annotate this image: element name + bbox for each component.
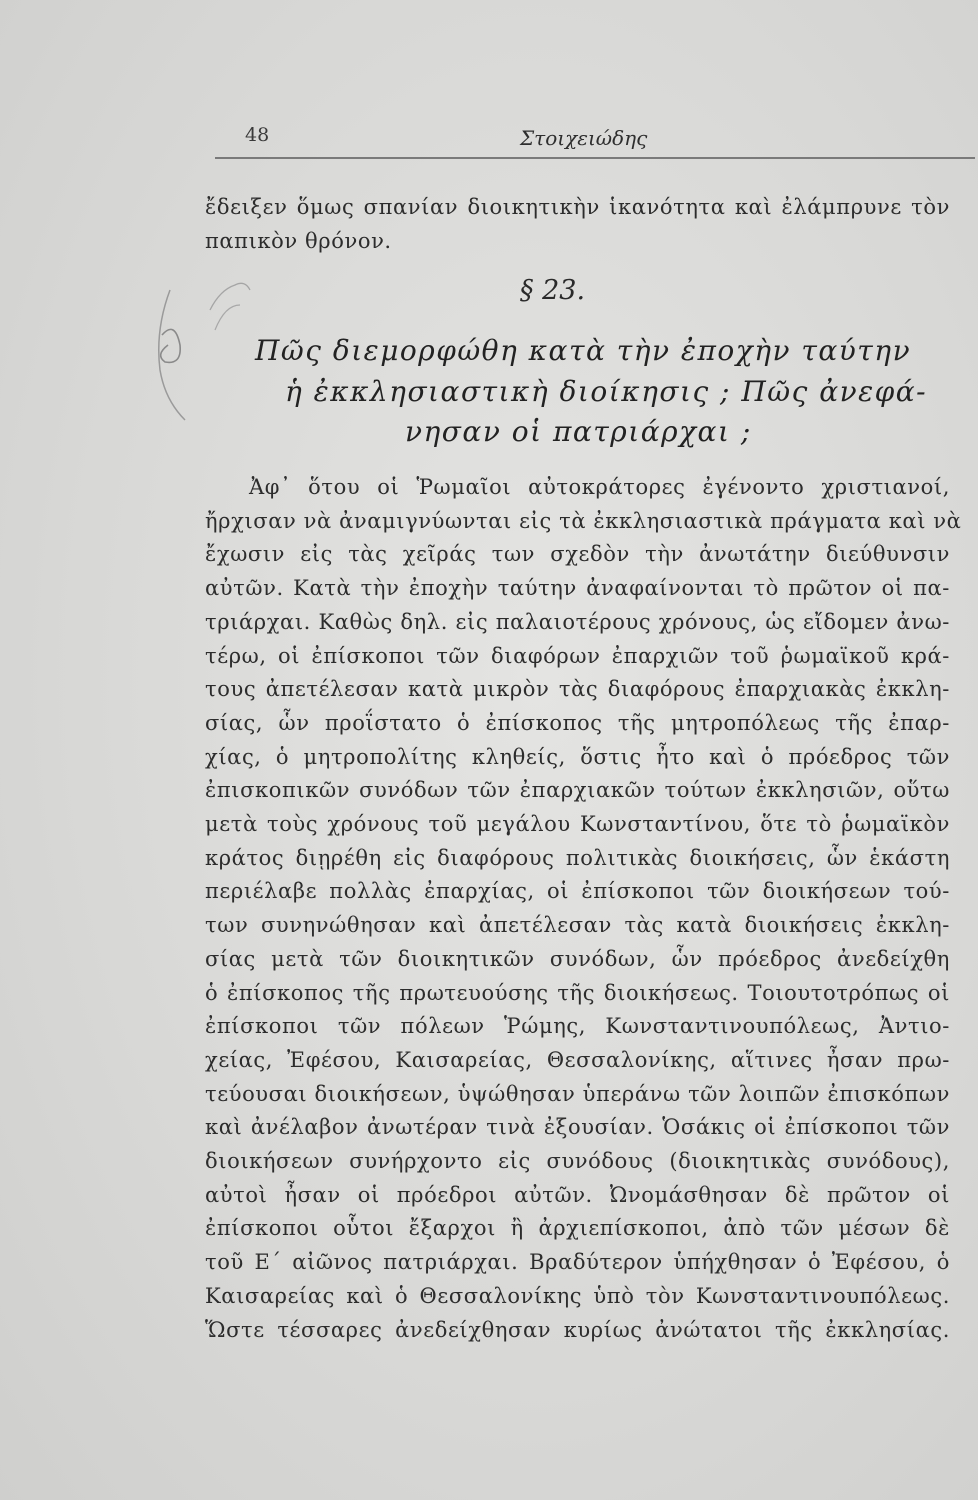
text-line: τέρω, οἱ ἐπίσκοποι τῶν διαφόρων ἐπαρχιῶν τοῦ ῥωμαϊκοῦ κρά- bbox=[205, 643, 950, 668]
text-line: αὐτοὶ ἦσαν οἱ πρόεδροι αὐτῶν. Ὠνομάσθησαν δὲ πρῶτον οἱ bbox=[205, 1182, 950, 1207]
page-number: 48 bbox=[245, 124, 270, 146]
margin-pencil-mark bbox=[140, 250, 260, 460]
text-line: τεύουσαι διοικήσεων, ὑψώθησαν ὑπεράνω τῶν λοιπῶν ἐπισκόπων bbox=[205, 1081, 950, 1106]
text-line: σίας μετὰ τῶν διοικητικῶν συνόδων, ὧν πρόεδρος ἀνεδείχθη bbox=[205, 946, 950, 971]
text-line: χείας, Ἐφέσου, Καισαρείας, Θεσσαλονίκης, αἵτινες ἦσαν πρω- bbox=[205, 1047, 950, 1072]
text-line: ἤρχισαν νὰ ἀναμιγνύωνται εἰς τὰ ἐκκλησιαστικὰ πράγματα καὶ νὰ bbox=[205, 508, 962, 533]
text-line: Ἀφ᾽ ὅτου οἱ Ῥωμαῖοι αὐτοκράτορες ἐγένοντο χριστιανοί, bbox=[249, 475, 950, 499]
text-line: παπικὸν θρόνον. bbox=[205, 229, 392, 253]
section-title-line: Πῶς διεμορφώθη κατὰ τὴν ἐποχὴν ταύτην bbox=[255, 334, 912, 367]
text-line: των συνηνώθησαν καὶ ἀπετέλεσαν τὰς κατὰ διοικήσεις ἐκκλη- bbox=[205, 913, 950, 938]
text-line: χίας, ὁ μητροπολίτης κληθείς, ὅστις ἦτο καὶ ὁ πρόεδρος τῶν bbox=[205, 744, 950, 769]
text-line: διοικήσεων συνήρχοντο εἰς συνόδους (διοικητικὰς συνόδους), bbox=[205, 1149, 950, 1173]
section-number: § 23. bbox=[520, 275, 586, 306]
text-line: αὐτῶν. Κατὰ τὴν ἐποχὴν ταύτην ἀναφαίνονται τὸ πρῶτον οἱ πα- bbox=[205, 576, 950, 601]
text-line: κράτος διῃρέθη εἰς διαφόρους πολιτικὰς διοικήσεις, ὧν ἑκάστη bbox=[205, 845, 950, 870]
text-line: ἐπίσκοποι οὗτοι ἔξαρχοι ἢ ἀρχιεπίσκοποι, ἀπὸ τῶν μέσων δὲ bbox=[205, 1216, 950, 1241]
text-line: Καισαρείας καὶ ὁ Θεσσαλονίκης ὑπὸ τὸν Κωνσταντινουπόλεως. bbox=[205, 1283, 950, 1308]
text-line: ἐπισκοπικῶν συνόδων τῶν ἐπαρχιακῶν τούτων ἐκκλησιῶν, οὕτω bbox=[205, 778, 950, 803]
running-head: Στοιχειώδης bbox=[520, 126, 648, 150]
text-line: σίας, ὧν προΐστατο ὁ ἐπίσκοπος τῆς μητροπόλεως τῆς ἐπαρ- bbox=[205, 710, 950, 735]
text-line: ὁ ἐπίσκοπος τῆς πρωτευούσης τῆς διοικήσεως. Τοιουτοτρόπως οἱ bbox=[205, 980, 950, 1005]
text-line: ἐπίσκοποι τῶν πόλεων Ῥώμης, Κωνσταντινουπόλεως, Ἀντιο- bbox=[205, 1014, 950, 1039]
section-title-line: νησαν οἱ πατριάρχαι ; bbox=[405, 415, 752, 448]
text-line: ἔχωσιν εἰς τὰς χεῖράς των σχεδὸν τὴν ἀνωτάτην διεύθυνσιν bbox=[205, 542, 950, 567]
text-line: τοῦ Ε´ αἰῶνος πατριάρχαι. Βραδύτερον ὑπήχθησαν ὁ Ἐφέσου, ὁ bbox=[205, 1250, 950, 1275]
text-line: ἔδειξεν ὅμως σπανίαν διοικητικὴν ἱκανότητα καὶ ἐλάμπρυνε τὸν bbox=[205, 195, 950, 219]
text-line: Ὥστε τέσσαρες ἀνεδείχθησαν κυρίως ἀνώτατοι τῆς ἐκκλησίας. bbox=[205, 1317, 950, 1342]
text-line: περιέλαβε πολλὰς ἐπαρχίας, οἱ ἐπίσκοποι τῶν διοικήσεων τού- bbox=[205, 879, 950, 904]
text-line: μετὰ τοὺς χρόνους τοῦ μεγάλου Κωνσταντίνου, ὅτε τὸ ῥωμαϊκὸν bbox=[205, 812, 950, 836]
text-line: καὶ ἀνέλαβον ἀνωτέραν τινὰ ἐξουσίαν. Ὁσάκις οἱ ἐπίσκοποι τῶν bbox=[205, 1115, 950, 1140]
text-line: τους ἀπετέλεσαν κατὰ μικρὸν τὰς διαφόρους ἐπαρχιακὰς ἐκκλη- bbox=[205, 677, 950, 702]
section-title-line: ἡ ἐκκλησιαστικὴ διοίκησις ; Πῶς ἀνεφά- bbox=[285, 375, 928, 408]
page-header bbox=[215, 124, 975, 154]
text-line: τριάρχαι. Καθὼς δηλ. εἰς παλαιοτέρους χρόνους, ὡς εἴδομεν ἀνω- bbox=[205, 609, 950, 634]
header-rule bbox=[215, 157, 975, 159]
